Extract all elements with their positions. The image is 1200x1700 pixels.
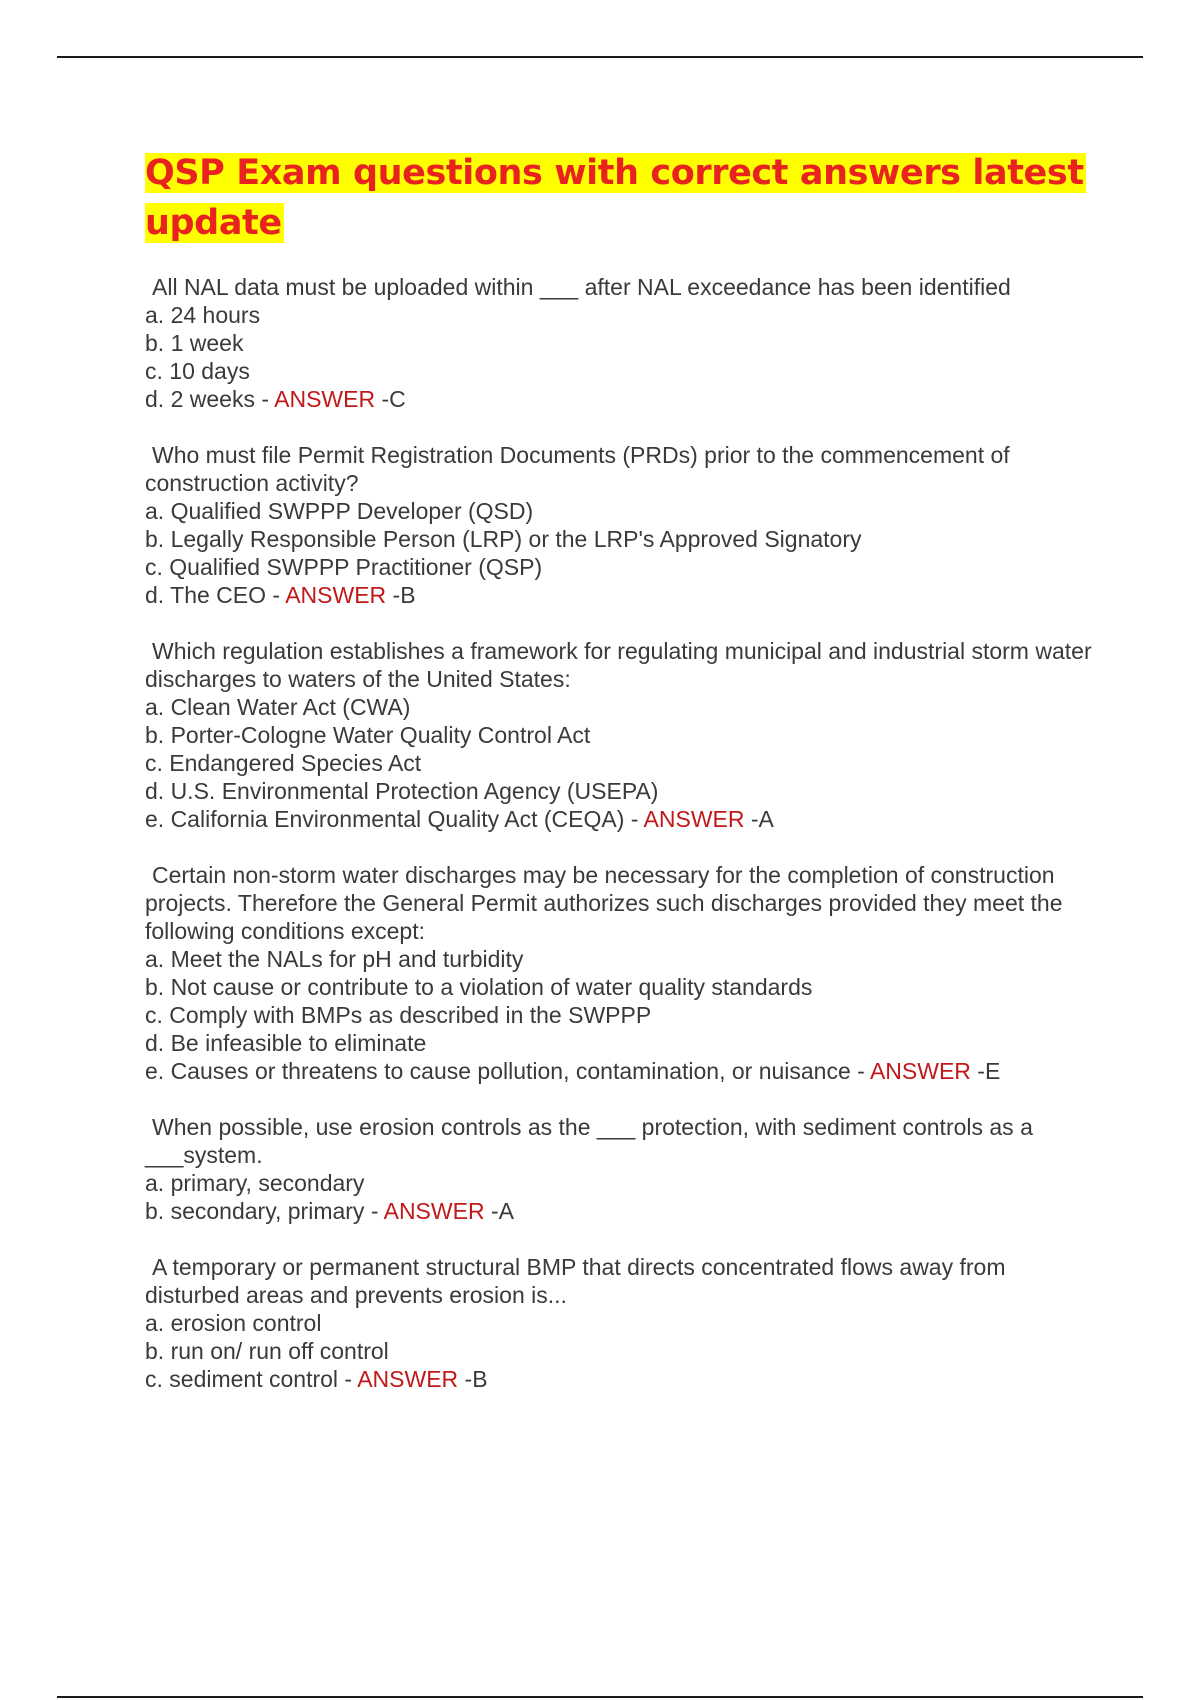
answer-option	[145, 693, 1105, 721]
option-text: a. primary, secondary	[145, 1170, 365, 1196]
question-text: Which regulation establishes a framework for regulating municipal and industrial storm water discharges to waters of the United States:	[145, 638, 1092, 692]
answer-label: ANSWER	[869, 1058, 971, 1084]
question-text: Who must file Permit Registration Documents (PRDs) prior to the commencement of construction activity?	[145, 442, 1010, 496]
option-text: d. The CEO	[145, 582, 267, 608]
option-text: e. California Environmental Quality Act (CEQA)	[145, 806, 625, 832]
option-text: d. 2 weeks	[145, 386, 255, 412]
question-block	[145, 441, 1105, 609]
header-rule	[57, 56, 1143, 58]
question-text: All NAL data must be uploaded within ___ after NAL exceedance has been identified	[152, 274, 1011, 300]
answer-option	[145, 497, 1105, 525]
option-text: c. sediment control	[145, 1366, 339, 1392]
answer-option	[145, 1309, 1105, 1337]
answer-option	[145, 721, 1105, 749]
answer-label: ANSWER	[357, 1366, 459, 1392]
option-text: c. Comply with BMPs as described in the SWPPP	[145, 1002, 652, 1028]
answer-label: ANSWER	[285, 582, 387, 608]
option-text: b. run on/ run off control	[145, 1338, 389, 1364]
option-text: b. Not cause or contribute to a violation of water quality standards	[145, 974, 813, 1000]
option-text: a. 24 hours	[145, 302, 261, 328]
option-text: a. Qualified SWPPP Developer (QSD)	[145, 498, 534, 524]
question-list	[145, 273, 1105, 1393]
answer-key: E	[984, 1058, 1001, 1084]
answer-option: d. The CEO - ANSWER -B	[145, 582, 416, 608]
answer-option	[145, 1337, 1105, 1365]
answer-option	[145, 301, 1105, 329]
option-text: b. Legally Responsible Person (LRP) or the LRP's Approved Signatory	[145, 526, 862, 552]
question-block	[145, 1253, 1105, 1393]
question-text: Certain non-storm water discharges may be necessary for the completion of construction projects. Therefore the General Permit authorizes such discharges provided they meet the following conditions except:	[145, 862, 1063, 944]
option-text: b. secondary, primary	[145, 1198, 365, 1224]
option-text: b. 1 week	[145, 330, 244, 356]
option-text: c. 10 days	[145, 358, 250, 384]
question-block	[145, 273, 1105, 413]
option-text: b. Porter-Cologne Water Quality Control Act	[145, 722, 591, 748]
answer-option: c. sediment control - ANSWER -B	[145, 1366, 488, 1392]
answer-key: B	[400, 582, 416, 608]
answer-label: ANSWER	[274, 386, 376, 412]
answer-option	[145, 525, 1105, 553]
answer-label: ANSWER	[383, 1198, 485, 1224]
answer-key: B	[472, 1366, 488, 1392]
document-title	[145, 148, 1105, 248]
answer-option	[145, 1169, 1105, 1197]
document-body	[145, 148, 1105, 1421]
answer-option	[145, 329, 1105, 357]
question-text: A temporary or permanent structural BMP that directs concentrated flows away from disturbed areas and prevents erosion is...	[145, 1254, 1006, 1308]
answer-option: b. secondary, primary - ANSWER -A	[145, 1198, 514, 1224]
answer-key: C	[389, 386, 406, 412]
answer-option: e. California Environmental Quality Act (CEQA) - ANSWER -A	[145, 806, 774, 832]
answer-option	[145, 553, 1105, 581]
option-text: d. Be infeasible to eliminate	[145, 1030, 427, 1056]
answer-option	[145, 749, 1105, 777]
answer-option	[145, 973, 1105, 1001]
option-text: a. Clean Water Act (CWA)	[145, 694, 411, 720]
question-block	[145, 1113, 1105, 1225]
answer-option	[145, 945, 1105, 973]
option-text: c. Endangered Species Act	[145, 750, 422, 776]
document-title-text: QSP Exam questions with correct answers latest update	[145, 153, 1084, 243]
option-text: c. Qualified SWPPP Practitioner (QSP)	[145, 554, 543, 580]
question-text: When possible, use erosion controls as the ___ protection, with sediment controls as a ___system.	[145, 1114, 1033, 1168]
answer-option: d. 2 weeks - ANSWER -C	[145, 386, 406, 412]
answer-key: A	[758, 806, 774, 832]
answer-option	[145, 1001, 1105, 1029]
answer-key: A	[498, 1198, 514, 1224]
answer-option: e. Causes or threatens to cause pollution, contamination, or nuisance - ANSWER -E	[145, 1058, 1001, 1084]
answer-option	[145, 1029, 1105, 1057]
answer-option	[145, 357, 1105, 385]
footer-rule	[57, 1696, 1143, 1698]
question-block	[145, 637, 1105, 833]
question-block	[145, 861, 1105, 1085]
option-text: a. erosion control	[145, 1310, 322, 1336]
answer-label: ANSWER	[643, 806, 745, 832]
option-text: a. Meet the NALs for pH and turbidity	[145, 946, 524, 972]
option-text: e. Causes or threatens to cause pollution, contamination, or nuisance	[145, 1058, 851, 1084]
answer-option	[145, 777, 1105, 805]
option-text: d. U.S. Environmental Protection Agency (USEPA)	[145, 778, 659, 804]
